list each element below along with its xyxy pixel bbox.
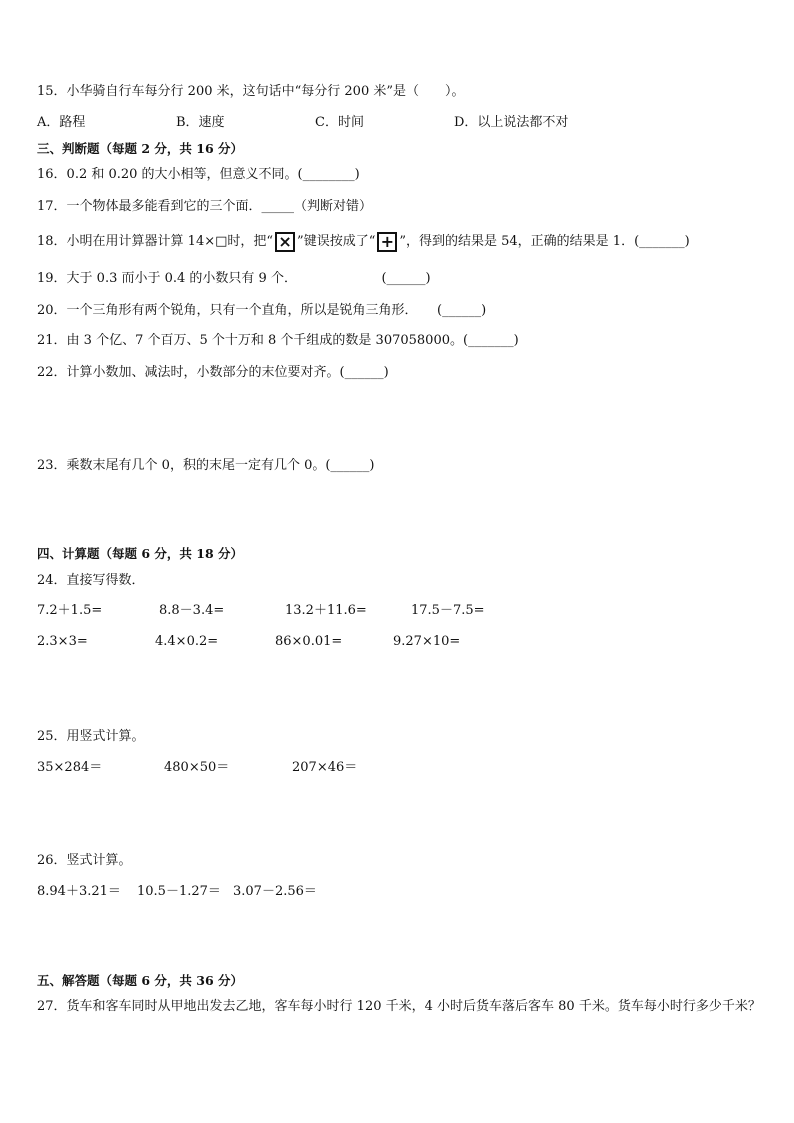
question-23: 23．乘数末尾有几个 0，积的末尾一定有几个 0。(______) (37, 458, 375, 473)
calc-item: 35×284＝ (37, 760, 103, 775)
question-18-text-2: ”键误按成了“ (297, 234, 376, 249)
question-25-text: 25．用竖式计算。 (37, 729, 145, 744)
section-3-title: 三、判断题（每题 2 分，共 16 分） (37, 141, 244, 156)
question-18 (37, 230, 690, 254)
plus-key-icon: + (377, 232, 397, 252)
calc-item: 8.94＋3.21＝ (37, 884, 121, 899)
option-d: D．以上说法都不对 (454, 115, 569, 130)
calc-item: 2.3×3= (37, 634, 88, 649)
calc-item: 3.07－2.56＝ (233, 884, 317, 899)
question-15-text: 15．小华骑自行车每分行 200 米，这句话中“每分行 200 米”是（ ）。 (37, 84, 465, 99)
calc-item: 17.5－7.5= (411, 603, 485, 618)
calc-item: 8.8－3.4= (159, 603, 225, 618)
question-18-text-1: 18．小明在用计算器计算 14×□时，把“ (37, 234, 274, 249)
calc-item: 10.5－1.27＝ (137, 884, 221, 899)
calc-item: 9.27×10= (393, 634, 461, 649)
option-b: B．速度 (176, 115, 225, 130)
calc-item: 86×0.01= (275, 634, 343, 649)
option-c: C．时间 (315, 115, 364, 130)
question-22: 22．计算小数加、减法时，小数部分的末位要对齐。(______) (37, 365, 389, 380)
calc-item: 4.4×0.2= (155, 634, 219, 649)
calc-item: 7.2＋1.5= (37, 603, 103, 618)
question-18-text-3: ”，得到的结果是 54，正确的结果是 1．(_______) (399, 234, 690, 249)
question-17: 17．一个物体最多能看到它的三个面．_____（判断对错） (37, 199, 373, 214)
calc-item: 207×46＝ (292, 760, 358, 775)
question-20: 20．一个三角形有两个锐角，只有一个直角，所以是锐角三角形． (______) (37, 303, 487, 318)
question-24-text: 24．直接写得数． (37, 573, 145, 588)
question-26-text: 26．竖式计算。 (37, 853, 132, 868)
question-27: 27．货车和客车同时从甲地出发去乙地，客车每小时行 120 千米，4 小时后货车落后客车 80 千米。货车每小时行多少千米？ (37, 999, 761, 1014)
question-19: 19．大于 0.3 而小于 0.4 的小数只有 9 个． (______) (37, 271, 431, 286)
question-16: 16．0.2 和 0.20 的大小相等，但意义不同。(________) (37, 167, 360, 182)
question-21: 21．由 3 个亿、7 个百万、5 个十万和 8 个千组成的数是 307058000。(_______) (37, 333, 519, 348)
multiply-key-icon: × (275, 232, 295, 252)
option-a: A．路程 (37, 115, 86, 130)
section-4-title: 四、计算题（每题 6 分，共 18 分） (37, 546, 244, 561)
calc-item: 13.2＋11.6= (285, 603, 367, 618)
section-5-title: 五、解答题（每题 6 分，共 36 分） (37, 973, 244, 988)
calc-item: 480×50＝ (164, 760, 230, 775)
